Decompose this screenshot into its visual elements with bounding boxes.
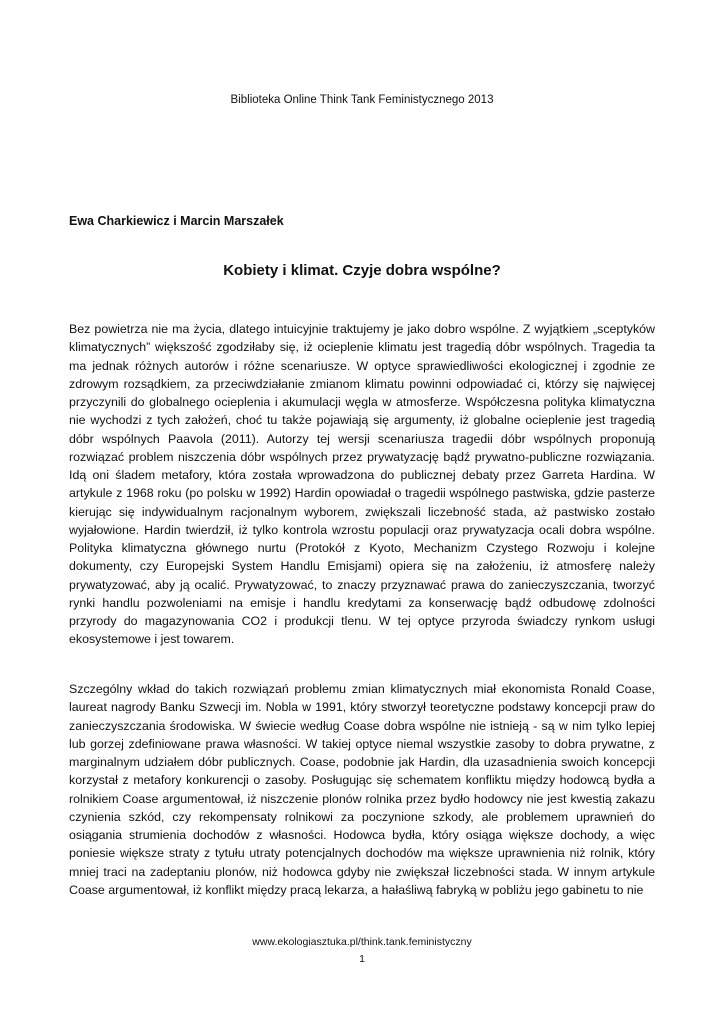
page-header: Biblioteka Online Think Tank Feministycznego 2013 xyxy=(230,94,494,106)
paragraph-2: Szczególny wkład do takich rozwiązań problemu zmian klimatycznych miał ekonomista Ronald Coase, laureat nagrody Banku Szwecji im. Nobla w 1991, który stworzył teoretyczne podstawy koncepcji praw do zanieczyszczania środowiska. W świecie według Coase dobra wspólne nie istnieją - są w nim tylko lepiej lub gorzej zdefiniowane prawa własności. W takiej optyce niemal wszystkie zasoby to dobra prywatne, z marginalnym udziałem dóbr publicznych. Coase, podobnie jak Hardin, dla uzasadnienia swoich koncepcji korzystał z metafory konkurencji o zasoby. Posługując się schematem konfliktu między hodowcą bydła a rolnikiem Coase argumentował, iż niszczenie plonów rolnika przez bydło hodowcy nie jest kwestią zakazu czynienia szkód, czy rekompensaty rolnikowi za poczynione szkody, ale problemem uprawnień do osiągania strumienia dochodów z własności. Hodowca bydła, który osiąga większe dochody, a więc poniesie większe straty z tytułu utraty potencjalnych dochodów ma większe uprawnienia niż rolnik, który mniej traci na zadeptaniu plonów, niż hodowca gdyby nie zwiększał liczebności stada. W innym artykule Coase argumentował, iż konflikt między pracą lekarza, a hałaśliwą fabryką w pobliżu jego gabinetu to nie xyxy=(69,682,655,897)
page-footer xyxy=(0,934,724,968)
page-number: 1 xyxy=(359,953,365,965)
page-title: Kobiety i klimat. Czyje dobra wspólne? xyxy=(223,262,501,279)
authors: Ewa Charkiewicz i Marcin Marszałek xyxy=(69,214,284,228)
footer-url[interactable]: www.ekologiasztuka.pl/think.tank.feministyczny xyxy=(252,936,472,948)
paragraph-1: Bez powietrza nie ma życia, dlatego intuicyjnie traktujemy je jako dobro wspólne. Z wyjątkiem „sceptyków klimatycznych” większość zgodziłaby się, iż ocieplenie klimatu jest tragedią dóbr wspólnych. Tragedia ta ma jednak różnych autorów i różne scenariusze. W optyce sprawiedliwości ekologicznej i zgodnie ze zdrowym rozsądkiem, za przeciwdziałanie zmianom klimatu powinni odpowiadać ci, którzy się najwięcej przyczynili do globalnego ocieplenia i akumulacji węgla w atmosferze. Współczesna polityka klimatyczna nie wychodzi z tych założeń, choć tu także pojawiają się argumenty, iż globalne ocieplenie jest tragedią dóbr wspólnych Paavola (2011). Autorzy tej wersji scenariusza tragedii dóbr wspólnych proponują rozwiązać problem niszczenia dóbr wspólnych przez prywatyzację bądź prywatno-publiczne rozwiązania. Idą oni śladem metafory, która została wprowadzona do publicznej debaty przez Garreta Hardina. W artykule z 1968 roku (po polsku w 1992) Hardin opowiadał o tragedii wspólnego pastwiska, gdzie pasterze kierując się indywidualnym racjonalnym wyborem, zwiększali liczebność stada, aż pastwisko zostało wyjałowione. Hardin twierdził, iż tylko kontrola wzrostu populacji oraz prywatyzacja ocali dobra wspólne. Polityka klimatyczna głównego nurtu (Protokół z Kyoto, Mechanizm Czystego Rozwoju i kolejne dokumenty, czy Europejski System Handlu Emisjami) opiera się na założeniu, iż atmosferę należy prywatyzować, aby ją ocalić. Prywatyzować, to znaczy przyznawać prawa do zanieczyszczania, tworzyć rynki handlu pozwoleniami na emisje i handlu kredytami za konserwację bądź odbudowę zdolności przyrody do magazynowania CO2 i produkcji tlenu. W tej optyce przyroda świadczy rynkom usługi ekosystemowe i jest towarem. xyxy=(69,322,655,647)
